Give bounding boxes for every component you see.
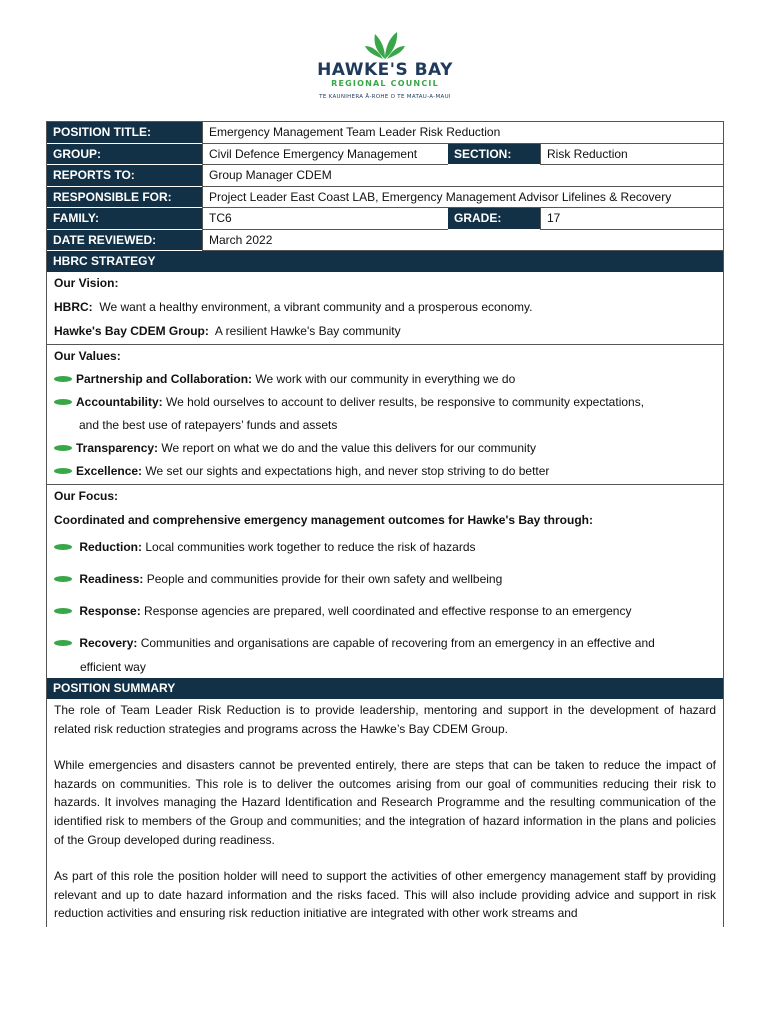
vision-hbrc-text: We want a healthy environment, a vibrant community and a prosperous economy. xyxy=(99,300,533,314)
position-description xyxy=(46,121,724,927)
value-text-continued: and the best use of ratepayers’ funds and assets xyxy=(79,418,338,432)
row-position-title xyxy=(47,122,723,144)
value-text: We hold ourselves to account to deliver results, be responsive to community expectations, xyxy=(166,395,645,409)
reports-to-value: Group Manager CDEM xyxy=(202,165,723,187)
value-item xyxy=(54,464,716,478)
value-text: We set our sights and expectations high, and never stop striving to do better xyxy=(145,464,550,478)
vision-cdem-label: Hawke's Bay CDEM Group: xyxy=(54,324,209,338)
value-item xyxy=(54,372,716,386)
leaf-bullet-icon xyxy=(54,544,72,550)
date-reviewed-value: March 2022 xyxy=(202,230,723,252)
focus-item xyxy=(54,572,716,586)
focus-section xyxy=(47,485,723,678)
summary-body xyxy=(47,699,723,927)
position-title-value: Emergency Management Team Leader Risk Reduction xyxy=(202,122,723,144)
leaf-bullet-icon xyxy=(54,376,72,382)
focus-label: Readiness: xyxy=(79,572,144,586)
focus-intro: Coordinated and comprehensive emergency management outcomes for Hawke's Bay through: xyxy=(54,513,593,527)
summary-paragraph: While emergencies and disasters cannot be prevented entirely, there are steps that can be taken to reduce the impact of hazards on communities. This role is to deliver the outcomes arising from our goal of communities reducing their risk to hazards. It involves managing the Hazard Identification and Research Programme and the resulting communication of the identified risk to members of the Group and communities; and the integration of hazard information in the plans and policies of the Group developed during readiness. xyxy=(54,758,716,847)
group-label: GROUP: xyxy=(47,144,202,166)
leaf-bullet-icon xyxy=(54,640,72,646)
vision-hbrc-label: HBRC: xyxy=(54,300,93,314)
family-label: FAMILY: xyxy=(47,208,202,230)
row-family xyxy=(47,208,723,230)
leaf-logo-icon xyxy=(363,30,407,60)
focus-text: Local communities work together to reduce the risk of hazards xyxy=(145,540,476,554)
logo-name: HAWKE'S BAY xyxy=(317,60,453,80)
focus-label: Recovery: xyxy=(79,636,138,650)
grade-label: GRADE: xyxy=(448,208,540,230)
leaf-bullet-icon xyxy=(54,399,72,405)
row-reports-to xyxy=(47,165,723,187)
focus-label: Reduction: xyxy=(79,540,143,554)
council-logo xyxy=(300,30,470,112)
value-label: Accountability: xyxy=(76,395,163,409)
focus-title: Our Focus: xyxy=(54,489,119,503)
row-date-reviewed xyxy=(47,230,723,252)
date-reviewed-label: DATE REVIEWED: xyxy=(47,230,202,252)
position-title-label: POSITION TITLE: xyxy=(47,122,202,144)
strategy-heading: HBRC STRATEGY xyxy=(47,251,723,272)
focus-item xyxy=(54,604,716,618)
focus-text: People and communities provide for their own safety and wellbeing xyxy=(146,572,503,586)
summary-heading: POSITION SUMMARY xyxy=(47,678,723,699)
focus-item xyxy=(54,636,716,650)
value-label: Transparency: xyxy=(76,441,159,455)
focus-text: Response agencies are prepared, well coordinated and effective response to an emergency xyxy=(144,604,632,618)
group-value: Civil Defence Emergency Management xyxy=(202,144,448,166)
value-label: Excellence: xyxy=(76,464,143,478)
row-responsible-for xyxy=(47,187,723,209)
summary-paragraph: As part of this role the position holder will need to support the activities of other emergency management staff by providing relevant and up to date hazard information and the risks faced. This will also include providing advice and support in risk reduction activities and ensuring risk reduction initiative are integrated with other work streams and xyxy=(54,869,716,921)
vision-section xyxy=(47,272,723,345)
values-title: Our Values: xyxy=(54,349,121,363)
responsible-for-label: RESPONSIBLE FOR: xyxy=(47,187,202,209)
value-item xyxy=(54,395,716,409)
section-label: SECTION: xyxy=(448,144,540,166)
logo-tagline: TE KAUNIHERA Ā-ROHE O TE MATAU-A-MAUI xyxy=(319,94,451,100)
leaf-bullet-icon xyxy=(54,468,72,474)
vision-cdem-text: A resilient Hawke's Bay community xyxy=(214,324,401,338)
section-value: Risk Reduction xyxy=(540,144,723,166)
focus-text: Communities and organisations are capable of recovering from an emergency in an effective and xyxy=(140,636,655,650)
grade-value: 17 xyxy=(540,208,723,230)
reports-to-label: REPORTS TO: xyxy=(47,165,202,187)
leaf-bullet-icon xyxy=(54,576,72,582)
leaf-bullet-icon xyxy=(54,445,72,451)
focus-item xyxy=(54,540,716,554)
value-item xyxy=(54,441,716,455)
row-group xyxy=(47,144,723,166)
leaf-bullet-icon xyxy=(54,608,72,614)
family-value: TC6 xyxy=(202,208,448,230)
values-section xyxy=(47,345,723,485)
vision-title: Our Vision: xyxy=(54,276,119,290)
value-text: We report on what we do and the value this delivers for our community xyxy=(161,441,537,455)
logo-subtitle: REGIONAL COUNCIL xyxy=(331,79,439,88)
value-label: Partnership and Collaboration: xyxy=(76,372,253,386)
focus-label: Response: xyxy=(79,604,141,618)
responsible-for-value: Project Leader East Coast LAB, Emergency Management Advisor Lifelines & Recovery xyxy=(202,187,723,209)
summary-paragraph: The role of Team Leader Risk Reduction is to provide leadership, mentoring and support in the development of hazard related risk reduction strategies and programs across the Hawke’s Bay CDEM Group. xyxy=(54,703,716,736)
value-text: We work with our community in everything we do xyxy=(255,372,516,386)
focus-text-continued: efficient way xyxy=(80,660,146,674)
